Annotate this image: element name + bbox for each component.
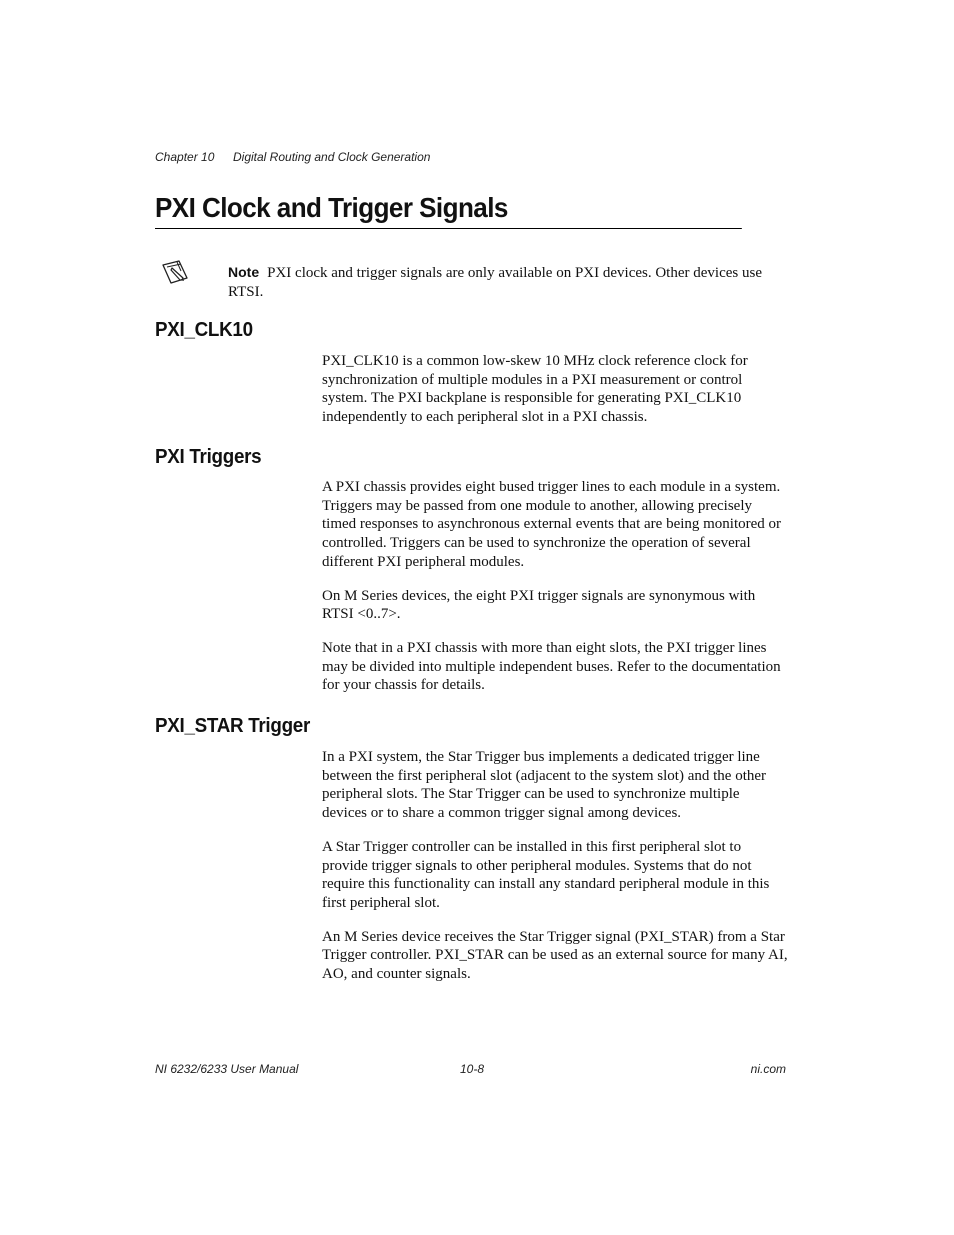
section-heading-pxi-star-trigger: PXI_STAR Trigger — [155, 715, 310, 737]
paragraph: A PXI chassis provides eight bused trigger lines to each module in a system. Triggers may be passed from one module to another, allowing precisely timed responses to asynchronous external events that are being monitored or controlled. Triggers can be used to synchronize the operation of several different PXI peripheral modules. — [322, 479, 782, 570]
manual-title: NI 6232/6233 User Manual — [155, 1062, 299, 1076]
page-number: 10-8 — [460, 1062, 485, 1076]
paragraph: On M Series devices, the eight PXI trigger signals are synonymous with RTSI <0..7>. — [322, 587, 756, 623]
note-label: Note — [228, 264, 260, 280]
section-body-pxi-clk10 — [322, 352, 788, 442]
page-footer — [155, 1062, 786, 1078]
chapter-title: Digital Routing and Clock Generation — [233, 150, 431, 164]
note-text: PXI clock and trigger signals are only available on PXI devices. Other devices use RTSI. — [228, 265, 762, 300]
website-link[interactable]: ni.com — [750, 1062, 786, 1076]
section-heading-pxi-triggers: PXI Triggers — [155, 446, 262, 468]
paragraph: Note that in a PXI chassis with more than eight slots, the PXI trigger lines may be divided into multiple independent buses. Refer to the documentation for your chassis for details. — [322, 639, 781, 694]
section-body-pxi-triggers — [322, 478, 788, 710]
page-title: PXI Clock and Trigger Signals — [155, 192, 742, 229]
note-pencil-icon — [160, 258, 190, 286]
paragraph: A Star Trigger controller can be installed in this first peripheral slot to provide trigger signals to other peripheral modules. Systems that do not require this functionality can install any standard peripheral module in this first peripheral slot. — [322, 838, 770, 911]
running-header — [155, 150, 431, 164]
paragraph: PXI_CLK10 is a common low-skew 10 MHz clock reference clock for synchronization of multiple modules in a PXI measurement or control system. The PXI backplane is responsible for generating PXI_CLK10 independently to each peripheral slot in a PXI chassis. — [322, 353, 748, 426]
paragraph: In a PXI system, the Star Trigger bus implements a dedicated trigger line between the first peripheral slot (adjacent to the system slot) and the other peripheral slots. The Star Trigger can be used to synchronize multiple devices or to share a common trigger signal among devices. — [322, 749, 767, 822]
section-body-pxi-star-trigger — [322, 748, 788, 999]
chapter-number: Chapter 10 — [155, 150, 215, 164]
paragraph: An M Series device receives the Star Trigger signal (PXI_STAR) from a Star Trigger controller. PXI_STAR can be used as an external source for many AI, AO, and counter signals. — [322, 928, 788, 983]
note-callout — [228, 263, 788, 302]
section-heading-pxi-clk10: PXI_CLK10 — [155, 319, 253, 341]
